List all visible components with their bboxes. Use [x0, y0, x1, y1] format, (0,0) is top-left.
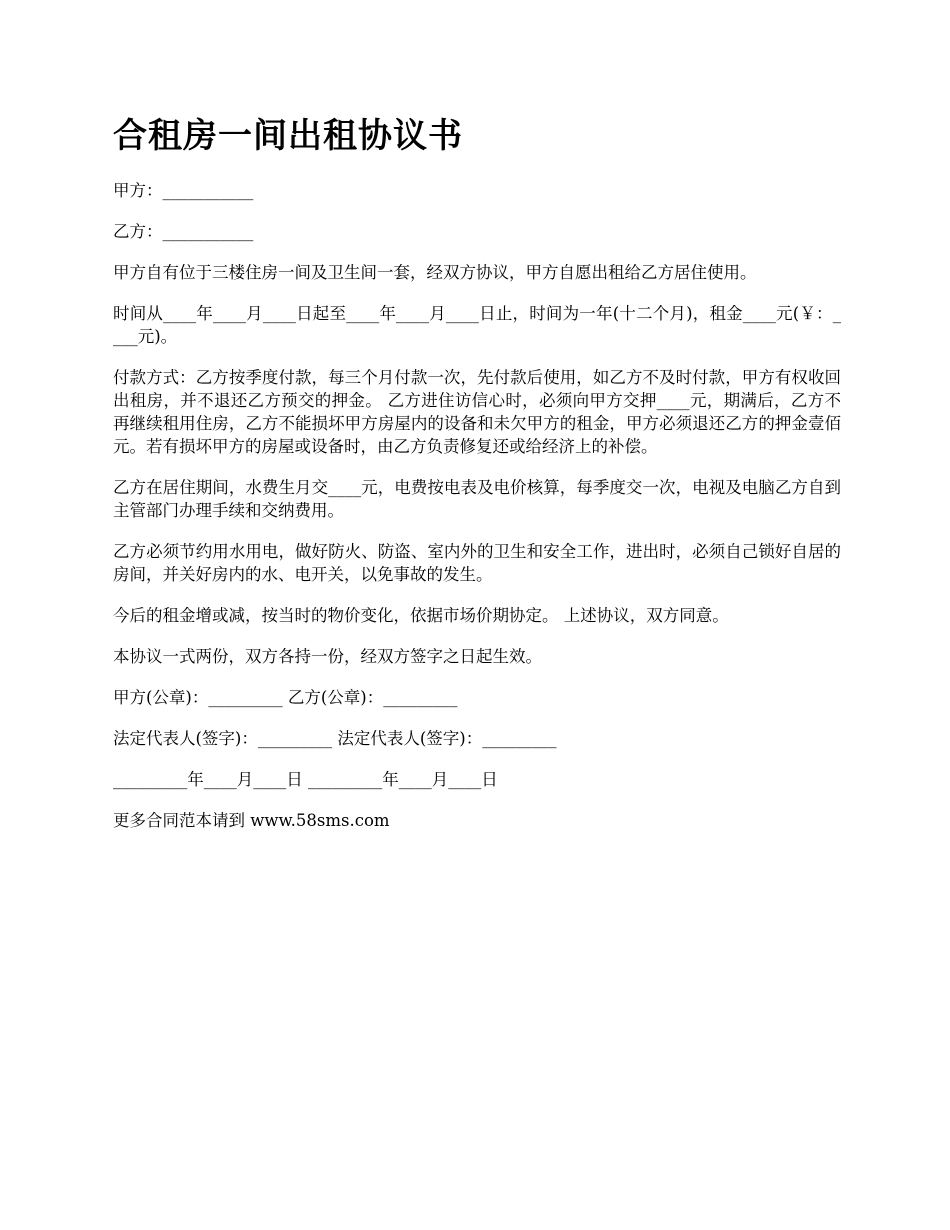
term-rent-clause: 时间从____年____月____日起至____年____月____日止，时间为一年(十二个月)，租金____元(￥：____元)。: [113, 304, 841, 346]
signature-line: 法定代表人(签字)：_________ 法定代表人(签字)：_________: [113, 729, 557, 748]
utilities-clause: 乙方在居住期间，水费生月交____元，电费按电表及电价核算，每季度交一次，电视及电脑乙方自到主管部门办理手续和交纳费用。: [113, 478, 841, 520]
footer-note: 更多合同范本请到 www.58sms.com: [113, 811, 390, 830]
payment-clause: 付款方式：乙方按季度付款，每三个月付款一次，先付款后使用，如乙方不及时付款，甲方有权收回出租房，并不退还乙方预交的押金。 乙方进住访信心时，必须向甲方交押____元，期满后，乙方不再继续租用住房，乙方不能损坏甲方房屋内的设备和未欠甲方的租金，甲方必须退还乙方的押金壹佰元。若有损坏甲方的房屋或设备时，由乙方负责修复还或给经济上的补偿。: [113, 368, 841, 456]
party-b-line: 乙方：___________: [113, 222, 254, 241]
party-a-line: 甲方：___________: [113, 181, 254, 200]
date-line: _________年____月____日 _________年____月____日: [113, 770, 498, 789]
safety-clause: 乙方必须节约用水用电，做好防火、防盗、室内外的卫生和安全工作，进出时，必须自己锁好自居的房间，并关好房内的水、电开关，以免事故的发生。: [113, 542, 841, 584]
rent-adjustment-clause: 今后的租金增或减，按当时的物价变化，依据市场价期协定。 上述协议，双方同意。: [113, 606, 729, 625]
seal-line: 甲方(公章)：_________ 乙方(公章)：_________: [113, 688, 458, 707]
premises-clause: 甲方自有位于三楼住房一间及卫生间一套，经双方协议，甲方自愿出租给乙方居住使用。: [113, 263, 757, 282]
document-page: [113, 112, 841, 850]
copies-clause: 本协议一式两份，双方各持一份，经双方签字之日起生效。: [113, 647, 542, 666]
document-title: 合租房一间出租协议书: [113, 116, 463, 156]
